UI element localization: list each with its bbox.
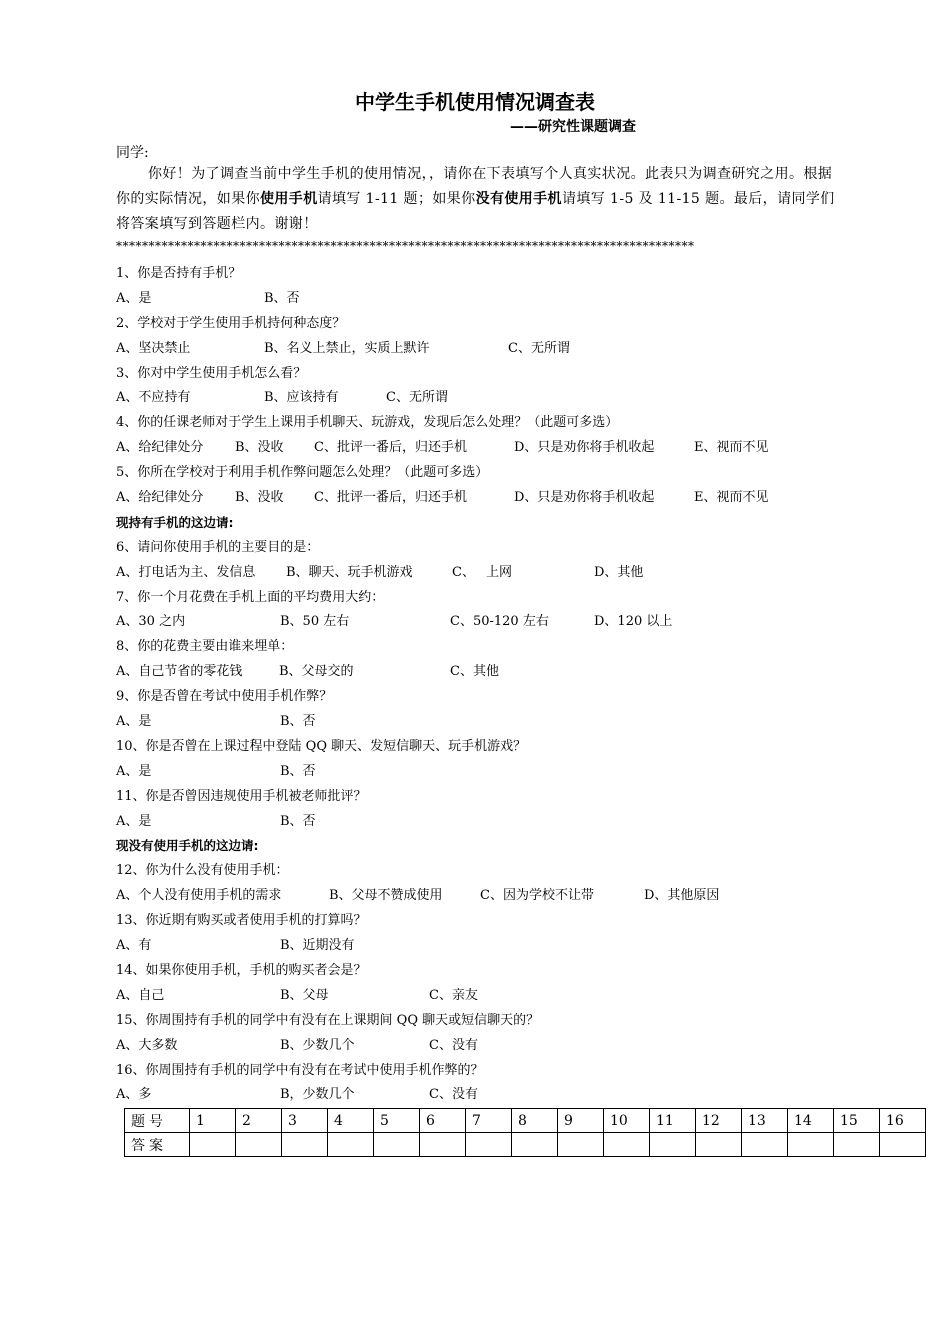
greeting: 同学:	[116, 145, 149, 161]
question-number-cell: 12	[696, 1109, 742, 1133]
intro-paragraph	[116, 162, 838, 237]
header-label: 题号	[125, 1109, 190, 1133]
answer-cell[interactable]	[236, 1133, 282, 1157]
option-item[interactable]: B、父母不赞成使用	[329, 888, 443, 904]
option-item[interactable]: C、没有	[429, 1037, 478, 1053]
answer-table	[124, 1108, 926, 1157]
option-item[interactable]: A、是	[116, 290, 152, 306]
options-row	[116, 287, 846, 312]
question-text: 4、你的任课老师对于学生上课用手机聊天、玩游戏，发现后怎么处理？（此题可多选）	[116, 415, 619, 431]
question-text: 10、你是否曾在上课过程中登陆 QQ 聊天、发短信聊天、玩手机游戏？	[116, 738, 527, 754]
question-number-cell: 14	[788, 1109, 834, 1133]
answer-cell[interactable]	[788, 1133, 834, 1157]
option-item[interactable]: A、30 之内	[116, 614, 186, 630]
intro-bold-2: 没有使用手机	[475, 191, 562, 207]
question-text: 15、你周围持有手机的同学中有没有在上课期间 QQ 聊天或短信聊天的？	[116, 1012, 540, 1028]
question-number-cell: 11	[650, 1109, 696, 1133]
page-subtitle: ——研究性课题调查	[510, 119, 636, 135]
options-row	[116, 660, 846, 685]
option-item[interactable]: A、自己	[116, 987, 165, 1003]
answer-cell[interactable]	[834, 1133, 880, 1157]
option-item[interactable]: C、没有	[429, 1087, 478, 1103]
option-item[interactable]: A、打电话为主、发信息	[116, 564, 256, 580]
option-item[interactable]: A、是	[116, 763, 152, 779]
page-title: 中学生手机使用情况调查表	[355, 90, 595, 114]
option-item[interactable]: B、近期没有	[280, 938, 355, 954]
option-item[interactable]: C、无所谓	[508, 340, 570, 356]
question-number-cell: 15	[834, 1109, 880, 1133]
options-row	[116, 884, 846, 909]
intro-text-3: 请填写 1-5 及 11-15 题。最后，请同学们将答案填写到答题栏内。谢谢！	[116, 191, 835, 232]
option-item[interactable]: B、聊天、玩手机游戏	[286, 564, 413, 580]
option-item[interactable]: D、120 以上	[594, 614, 673, 630]
options-row	[116, 934, 846, 959]
answer-cell[interactable]	[880, 1133, 926, 1157]
question-text: 6、请问你使用手机的主要目的是：	[116, 539, 320, 555]
options-row	[116, 337, 846, 362]
options-row	[116, 760, 846, 785]
option-item[interactable]: 上网	[486, 564, 513, 580]
option-item[interactable]: A、是	[116, 813, 152, 829]
option-item[interactable]: A、不应持有	[116, 390, 191, 406]
option-item[interactable]: D、其他原因	[644, 888, 720, 904]
question-number-cell: 2	[236, 1109, 282, 1133]
option-item[interactable]: C、无所谓	[386, 390, 448, 406]
question-text: 1、你是否持有手机？	[116, 266, 242, 281]
question-text: 8、你的花费主要由谁来埋单：	[116, 639, 294, 655]
question-number-cell: 13	[742, 1109, 788, 1133]
question-text: 3、你对中学生使用手机怎么看？	[116, 365, 307, 381]
option-item[interactable]: D、只是劝你将手机收起	[514, 490, 655, 506]
option-item[interactable]: A、坚决禁止	[116, 340, 191, 356]
option-item[interactable]: B、否	[280, 714, 316, 730]
options-row	[116, 386, 846, 411]
question-text: 5、你所在学校对于利用手机作弊问题怎么处理？（此题可多选）	[116, 465, 489, 481]
question-number-cell: 4	[328, 1109, 374, 1133]
question-text: 2、学校对于学生使用手机持何种态度？	[116, 315, 346, 331]
question-number-cell: 3	[282, 1109, 328, 1133]
answer-cell[interactable]	[512, 1133, 558, 1157]
answer-table-header-row	[125, 1109, 926, 1133]
option-item[interactable]: C、因为学校不让带	[480, 888, 594, 904]
question-text: 14、如果你使用手机，手机的购买者会是？	[116, 962, 367, 978]
option-item[interactable]: A、给纪律处分	[116, 440, 204, 456]
options-row	[116, 984, 846, 1009]
option-item[interactable]: A、自己节省的零花钱	[116, 664, 243, 680]
question-number-cell: 16	[880, 1109, 926, 1133]
answer-table-answer-row	[125, 1133, 926, 1157]
answer-cell[interactable]	[604, 1133, 650, 1157]
option-item[interactable]: D、只是劝你将手机收起	[514, 440, 655, 456]
answer-cell[interactable]	[282, 1133, 328, 1157]
answer-cell[interactable]	[742, 1133, 788, 1157]
option-item[interactable]: A、多	[116, 1087, 152, 1103]
option-item[interactable]: B、否	[280, 813, 316, 829]
option-item[interactable]: C、批评一番后，归还手机	[314, 490, 467, 506]
answer-cell[interactable]	[420, 1133, 466, 1157]
option-item[interactable]: E、视而不见	[694, 440, 769, 456]
options-row	[116, 610, 846, 635]
question-text: 16、你周围持有手机的同学中有没有在考试中使用手机作弊的？	[116, 1062, 484, 1078]
question-list	[116, 262, 846, 1108]
answer-cell[interactable]	[558, 1133, 604, 1157]
answer-cell[interactable]	[696, 1133, 742, 1157]
options-row	[116, 810, 846, 835]
question-number-cell: 7	[466, 1109, 512, 1133]
answer-cell[interactable]	[328, 1133, 374, 1157]
option-item[interactable]: B、50 左右	[280, 614, 350, 630]
divider-line: *****************************************************************************************	[116, 239, 695, 253]
question-number-cell: 6	[420, 1109, 466, 1133]
option-item[interactable]: B、否	[280, 763, 316, 779]
option-item[interactable]: B、名义上禁止，实质上默许	[264, 340, 430, 356]
section-heading: 现持有手机的这边请:	[116, 514, 234, 530]
option-item[interactable]: B、父母交的	[279, 664, 354, 680]
option-item[interactable]: E、视而不见	[694, 490, 769, 506]
answer-label: 答案	[125, 1133, 190, 1157]
option-item[interactable]: C、亲友	[429, 987, 478, 1003]
question-number-cell: 1	[190, 1109, 236, 1133]
intro-text-1: 你好！为了调查当前中学生手机的使用情况，，请你在下表填写个人真实状况。此表只为调查研究之用。根据你的实际情况，如果你	[116, 166, 833, 207]
answer-cell[interactable]	[466, 1133, 512, 1157]
options-row	[116, 436, 846, 461]
question-text: 12、你为什么没有使用手机：	[116, 863, 289, 879]
option-item[interactable]: A、有	[116, 938, 152, 954]
option-item[interactable]: C、50-120 左右	[450, 614, 549, 630]
section-heading: 现没有使用手机的这边请:	[116, 838, 259, 854]
option-item[interactable]: B、否	[264, 290, 300, 306]
option-item[interactable]: C、批评一番后，归还手机	[314, 440, 467, 456]
question-number-cell: 9	[558, 1109, 604, 1133]
options-row	[116, 486, 846, 511]
options-row	[116, 1083, 846, 1108]
option-item[interactable]: A、是	[116, 714, 152, 730]
answer-cell[interactable]	[190, 1133, 236, 1157]
option-item[interactable]: A、个人没有使用手机的需求	[116, 888, 282, 904]
option-item[interactable]: A、给纪律处分	[116, 490, 204, 506]
question-number-cell: 5	[374, 1109, 420, 1133]
question-text: 9、你是否曾在考试中使用手机作弊？	[116, 689, 333, 705]
options-row	[116, 1034, 846, 1059]
option-item[interactable]: B，少数几个	[280, 1087, 355, 1103]
option-item[interactable]: B、父母	[280, 987, 329, 1003]
option-item[interactable]: B、没收	[235, 490, 284, 506]
option-item[interactable]: B、应该持有	[264, 390, 339, 406]
option-item[interactable]: D、其他	[594, 564, 644, 580]
question-text: 13、你近期有购买或者使用手机的打算吗？	[116, 913, 367, 929]
question-text: 11、你是否曾因违规使用手机被老师批评？	[116, 788, 367, 804]
option-item[interactable]: B、没收	[235, 440, 284, 456]
options-row	[116, 561, 846, 586]
question-number-cell: 10	[604, 1109, 650, 1133]
option-item[interactable]: C、其他	[450, 664, 499, 680]
intro-text-2: 请填写 1-11 题；如果你	[317, 191, 476, 207]
option-item[interactable]: A、大多数	[116, 1037, 178, 1053]
answer-cell[interactable]	[650, 1133, 696, 1157]
question-number-cell: 8	[512, 1109, 558, 1133]
options-row	[116, 710, 846, 735]
option-item[interactable]: B、少数几个	[280, 1037, 355, 1053]
question-text: 7、你一个月花费在手机上面的平均费用大约：	[116, 589, 385, 605]
intro-bold-1: 使用手机	[260, 191, 318, 207]
answer-cell[interactable]	[374, 1133, 420, 1157]
option-item[interactable]: C、	[452, 564, 475, 580]
